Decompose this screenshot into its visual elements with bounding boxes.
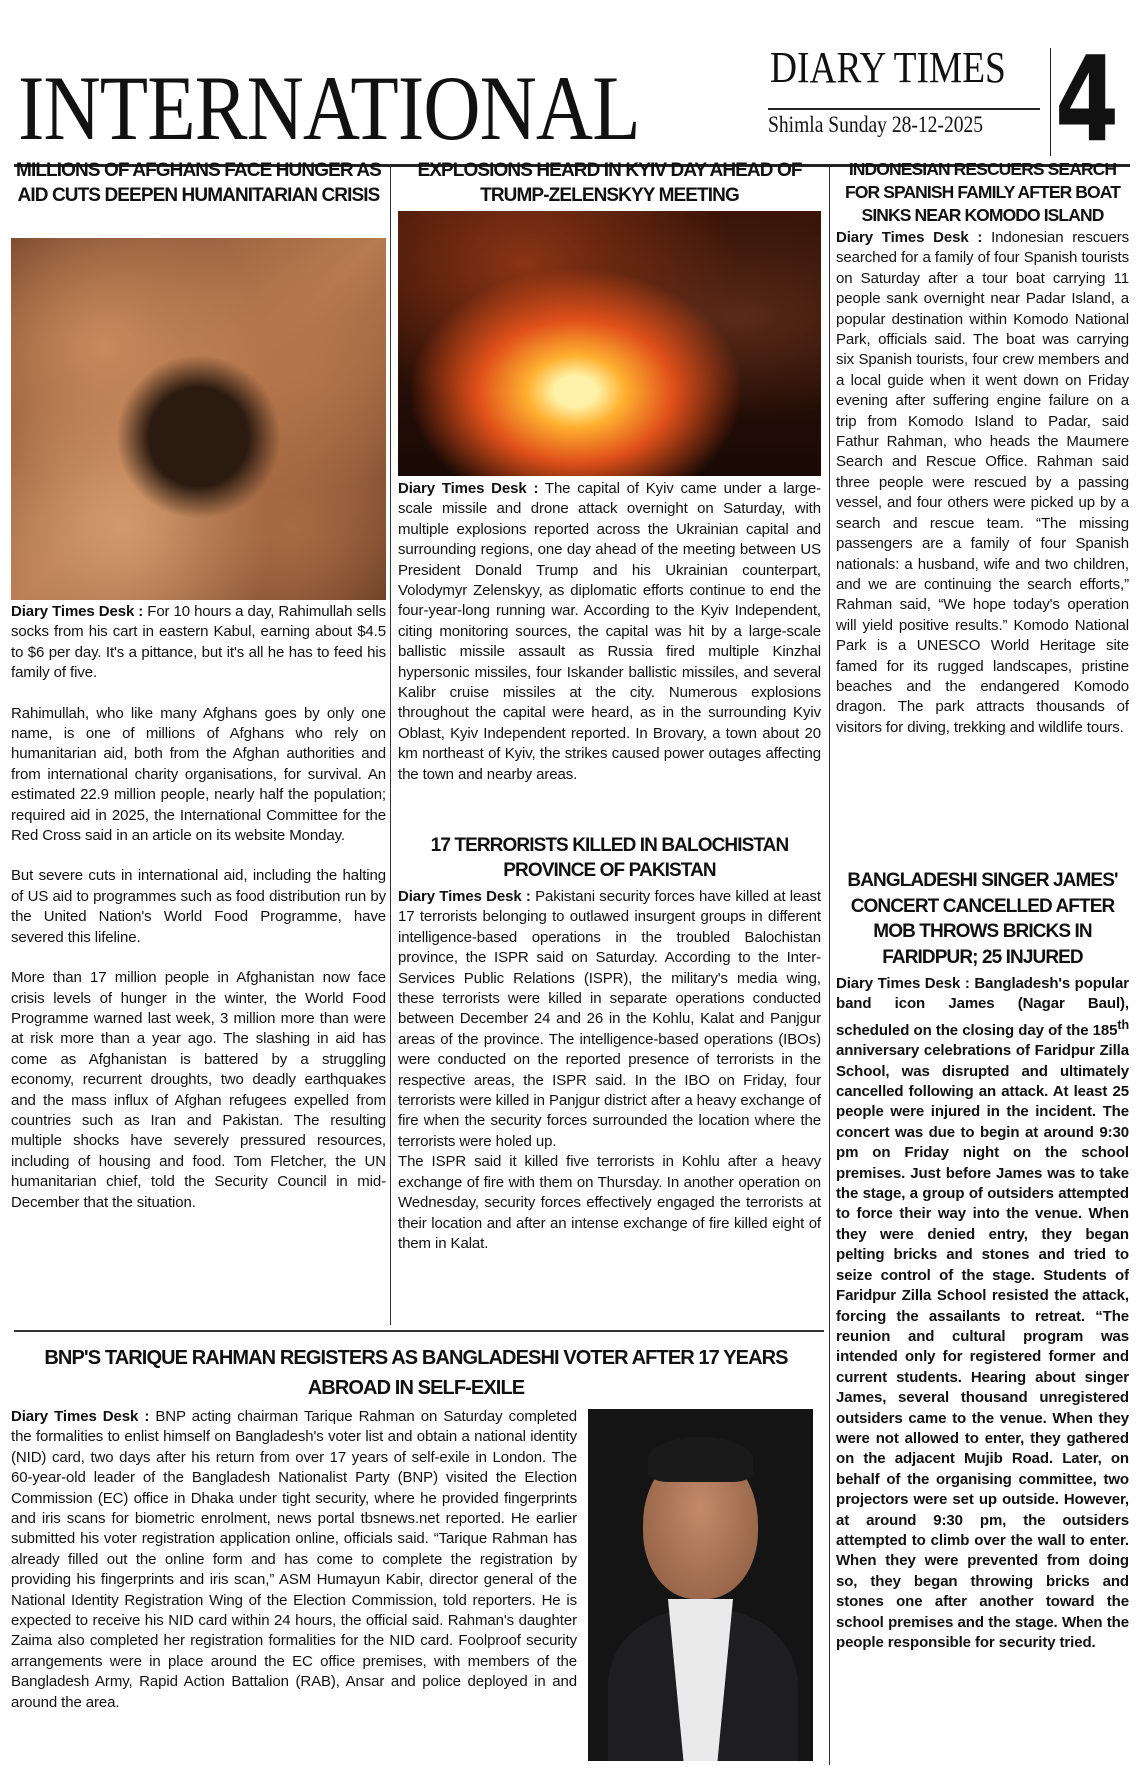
article-body — [836, 974, 1129, 1754]
article-komodo — [836, 158, 1129, 864]
newspaper-brand: DIARY TIMES — [770, 43, 1006, 92]
paragraph: anniversary celebrations of Faridpur Zilla School, was disrupted and ultimately cancelled following an attack. At least 25 people were injured in the incident. The concert was due to begin at around 9:30 pm on Friday night on the school premises. Just before James was to take the stage, a group of outsiders attempted to force their way into the venue. When they were denied entry, they began pelting bricks and stones and tried to seize control of the stage. Students of Faridpur Zilla School resisted the attack, forcing the assailants to retreat. “The reunion and cultural program was intended only for registered former and current students. Hearing about singer James, several thousand unregistered outsiders came to the venue. When they were not allowed to enter, they gathered on the adjacent Mujib Road. Later, on behalf of the organising committee, two projectors were set up outside. However, at around 9:30 pm, the outsiders attempted to climb over the wall to enter. When they were prevented from doing so, they began throwing bricks and stones one after another toward the school premises and the stage. When the people responsible for security tried. — [836, 1042, 1129, 1651]
byline: Diary Times Desk : — [11, 1408, 150, 1425]
section-rule — [14, 1330, 824, 1332]
byline: Diary Times Desk : — [836, 975, 970, 992]
divider — [1050, 48, 1051, 156]
column-divider — [829, 165, 830, 1765]
byline: Diary Times Desk : — [11, 603, 144, 620]
headline: INDONESIAN RESCUERS SEARCH FOR SPANISH FAMILY AFTER BOAT SINKS NEAR KOMODO ISLAND — [845, 159, 1120, 225]
headline: EXPLOSIONS HEARD IN KYIV DAY AHEAD OF TRUMP-ZELENSKYY MEETING — [417, 160, 802, 206]
article-bnp — [11, 1343, 821, 1711]
paragraph: Bangladesh's popular band icon James (Nagar Baul), scheduled on the closing day of the 185 — [836, 975, 1129, 1039]
superscript: th — [1117, 1017, 1129, 1032]
paragraph: The capital of Kyiv came under a large-scale missile and drone attack overnight on Saturday, with multiple explosions reported across the Ukrainian capital and surrounding regions, one day ahead of the meeting between US President Donald Trump and his Ukrainian counterpart, Volodymyr Zelenskyy, as diplomatic efforts continue to end the four-year-long running war. According to the Kyiv Independent, citing monitoring sources, the capital was hit by a large-scale ballistic missile assault as Russia fired multiple Kinzhal hypersonic missiles, four Iskander ballistic missiles, and several Kalibr cruise missiles at the city. Numerous explosions throughout the capital were heard, as in the surrounding Kyiv Oblast, Kyiv Independent reported. In Brovary, a town about 20 km northeast of Kyiv, the strikes caused power outages affecting the town and nearby areas. — [398, 480, 821, 783]
article-body — [11, 602, 386, 1317]
article-body — [398, 887, 821, 1317]
paragraph: Rahimullah, who like many Afghans goes by only one name, is one of millions of Afghans who rely on humanitarian aid, both from the Afghan authorities and from international charity organisations, for survival. An estimated 22.9 million people, nearly half the population; required aid in 2025, the International Committee for the Red Cross said in an article on its website Monday. — [11, 704, 386, 845]
paragraph: For 10 hours a day, Rahimullah sells socks from his cart in eastern Kabul, earning about $4.5 to $6 per day. It's a pittance, but it's all he has to feed his family of five. — [11, 603, 386, 682]
article-balochistan — [398, 833, 821, 1317]
tarique-rahman-photo — [588, 1409, 813, 1761]
byline: Diary Times Desk : — [398, 888, 531, 905]
divider — [768, 108, 1040, 110]
column-divider — [390, 165, 391, 1325]
paragraph: Indonesian rescuers searched for a family of four Spanish tourists on Saturday after a tour boat carrying 11 people sank overnight near Padar Island, a popular destination within Komodo National Park, officials said. The boat was carrying six Spanish tourists, four crew members and a local guide when it went down on Friday evening after suffering engine failure on a trip from Komodo Island to Padar, said Fathur Rahman, who heads the Maumere Search and Rescue Office. Rahman said three people were rescued by a passing vessel, and four others were picked up by a search and rescue team. “The missing passengers are a family of four Spanish nationals: a husband, wife and two children, and we are continuing the search efforts,” Rahman said, “We hope today's operation will yield positive results.” Komodo National Park is a UNESCO World Heritage site famed for its rugged landscapes, pristine beaches and the endangered Komodo dragon. The park attracts thousands of visitors for diving, trekking and wildlife tours. — [836, 229, 1129, 736]
paragraph: BNP acting chairman Tarique Rahman on Saturday completed the formalities to enlist himself on Bangladesh's voter list and obtain a national identity (NID) card, two days after his return from over 17 years of self-exile in London. The 60-year-old leader of the Bangladesh Nationalist Party (BNP) visited the Election Commission (EC) office in Dhaka under tight security, where he provided fingerprints and iris scans for biometric enrolment, news portal tbsnews.net reported. He earlier submitted his voter registration application online, officials said. “Tarique Rahman has already filled out the online form and has come to complete the registration by providing his fingerprints and iris scan,” ASM Humayun Kabir, director general of the National Identity Registration Wing of the Election Commission, told reporters. He is expected to receive his NID card within 24 hours, the official said. Rahman's daughter Zaima also completed her registration formalities for the NID card. Foolproof security arrangements were in place around the EC office premises, with members of the Bangladesh Army, Rapid Action Battalion (RAB), Ansar and police deployed in and around the area. — [11, 1408, 577, 1711]
page-number: 4 — [1055, 30, 1120, 168]
article-body — [836, 228, 1129, 864]
paragraph: The ISPR said it killed five terrorists in Kohlu after a heavy exchange of fire with them on Thursday. In another operation on Wednesday, security forces effectively engaged the terrorists at their location and after an intense exchange of fire killed eight of them in Kalat. — [398, 1153, 821, 1252]
fire-photo — [398, 211, 821, 476]
headline: 17 TERRORISTS KILLED IN BALOCHISTAN PROVINCE OF PAKISTAN — [430, 835, 789, 881]
byline: Diary Times Desk : — [398, 480, 539, 497]
article-body — [11, 1407, 577, 1757]
headline: BNP'S TARIQUE RAHMAN REGISTERS AS BANGLADESHI VOTER AFTER 17 YEARS ABROAD IN SELF-EXILE — [44, 1347, 788, 1399]
section-title: INTERNATIONAL — [18, 57, 640, 159]
paragraph: Pakistani security forces have killed at least 17 terrorists belonging to outlawed insurgent groups in different intelligence-based operations in the troubled Balochistan province, the ISPR said on Saturday. According to the Inter-Services Public Relations (ISPR), the military's media wing, these terrorists were killed in separate operations conducted between December 24 and 26 in the Kohlu, Kalat and Panjgur areas of the province. The intelligence-based operations (IBOs) were conducted on the reported presence of terrorists in the respective areas, the ISPR said. In the IBO on Friday, four terrorists were killed in Panjgur district after a heavy exchange of fire when the security forces surrounded the location where the terrorists were holed up. — [398, 888, 821, 1150]
byline: Diary Times Desk : — [836, 229, 983, 246]
article-afghans — [11, 158, 386, 1317]
paragraph: But severe cuts in international aid, including the halting of US aid to programmes such as food distribution run by the United Nation's World Food Programme, have severed this lifeline. — [11, 867, 386, 946]
paragraph: More than 17 million people in Afghanistan now face crisis levels of hunger in the winter, the World Food Programme warned last week, 3 million more than were at risk more than a year ago. The slashing in aid has come as Afghanistan is battered by a struggling economy, recurrent droughts, two deadly earthquakes and the mass influx of Afghan refugees expelled from countries such as Iran and Pakistan. The resulting multiple shocks have severely pressured resources, including of housing and food. Tom Fletcher, the UN humanitarian chief, told the Security Council in mid-December that the situation. — [11, 969, 386, 1211]
article-james — [836, 868, 1129, 1754]
article-kyiv — [398, 158, 821, 824]
dateline: Shimla Sunday 28-12-2025 — [768, 112, 984, 137]
hands-photo — [11, 238, 386, 600]
headline: BANGLADESHI SINGER JAMES' CONCERT CANCELLED AFTER MOB THROWS BRICKS IN FARIDPUR; 25 INJURED — [847, 870, 1118, 968]
headline: MILLIONS OF AFGHANS FACE HUNGER AS AID CUTS DEEPEN HUMANITARIAN CRISIS — [16, 160, 381, 206]
article-body — [398, 479, 821, 824]
